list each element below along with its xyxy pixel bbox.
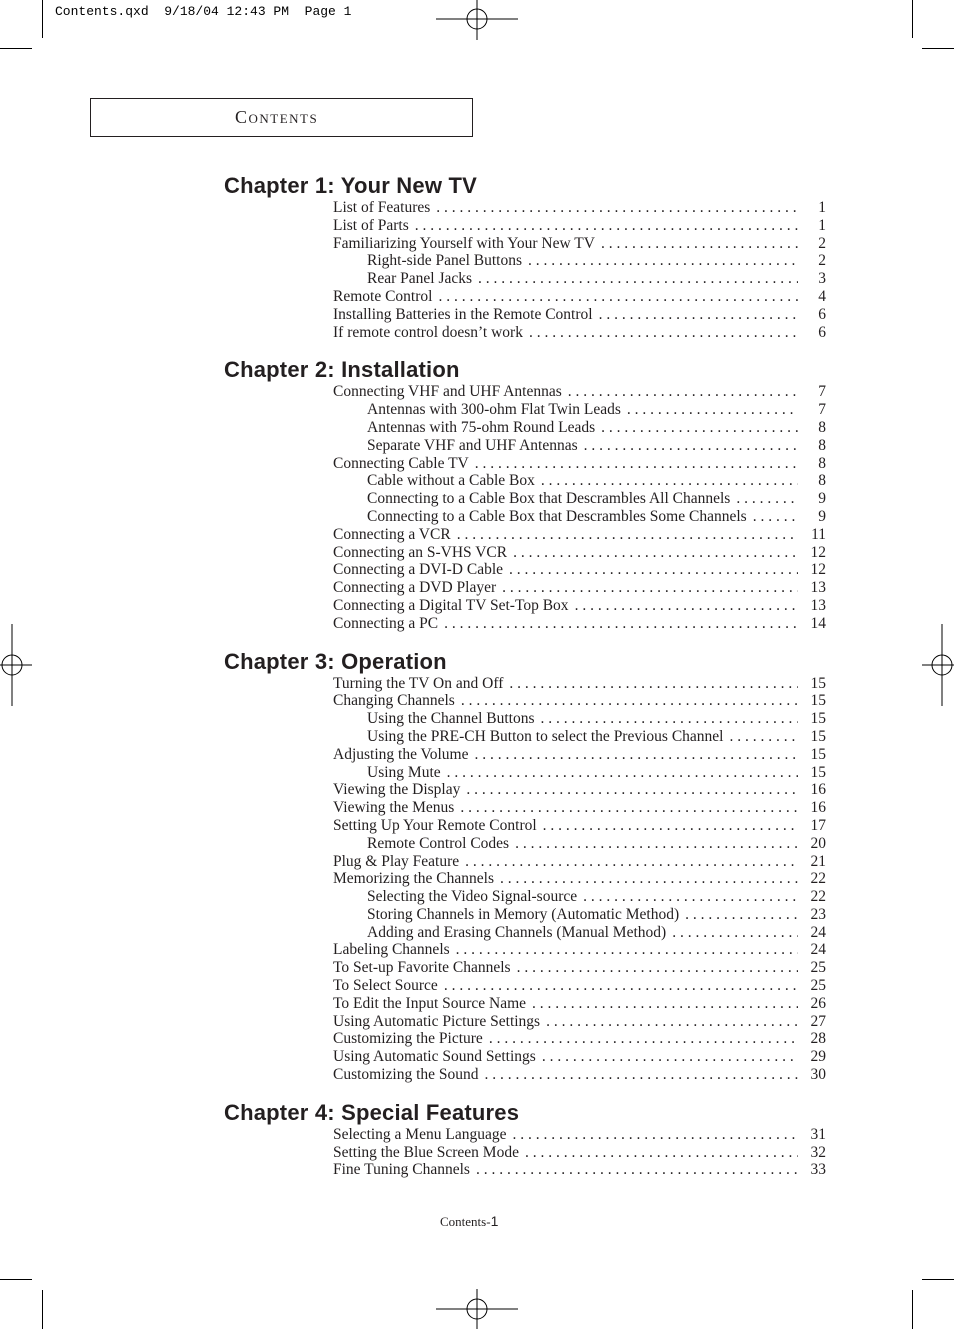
toc-subentry bbox=[224, 508, 826, 526]
dot-leader bbox=[540, 710, 798, 728]
toc-page-number: 25 bbox=[810, 959, 826, 977]
chapter-title: Chapter 3: Operation bbox=[224, 648, 447, 674]
dot-leader bbox=[415, 217, 798, 235]
toc-entry-title: Connecting to a Cable Box that Descrambles Some Channels bbox=[367, 507, 747, 525]
toc-entry-title: Changing Channels bbox=[333, 692, 455, 710]
toc-page-number: 24 bbox=[810, 923, 826, 941]
toc-entry-title: Turning the TV On and Off bbox=[333, 674, 504, 692]
dot-leader bbox=[456, 941, 798, 959]
toc-entry bbox=[224, 526, 826, 544]
toc-subentry bbox=[224, 419, 826, 437]
toc-page-number: 4 bbox=[818, 287, 826, 305]
dot-leader bbox=[627, 401, 798, 419]
toc-page-number: 29 bbox=[810, 1048, 826, 1066]
chapter-section bbox=[224, 1100, 826, 1179]
dot-leader bbox=[476, 1161, 798, 1179]
dot-leader bbox=[601, 419, 798, 437]
dot-leader bbox=[753, 508, 798, 526]
toc-entry-title: Separate VHF and UHF Antennas bbox=[367, 436, 578, 454]
toc-entry-title: Setting the Blue Screen Mode bbox=[333, 1143, 519, 1161]
dot-leader bbox=[685, 906, 798, 924]
toc-subentry bbox=[224, 270, 826, 288]
toc-page-number: 22 bbox=[810, 870, 826, 888]
toc-entry bbox=[224, 1030, 826, 1048]
dot-leader bbox=[465, 853, 798, 871]
toc-entry-title: Antennas with 300-ohm Flat Twin Leads bbox=[367, 401, 621, 419]
toc-entry-title: Installing Batteries in the Remote Control bbox=[333, 305, 593, 323]
toc-entry-title: To Edit the Input Source Name bbox=[333, 994, 527, 1012]
toc-entry bbox=[224, 941, 826, 959]
footer-label: Contents- bbox=[440, 1214, 491, 1229]
crop-mark-bottom-right-horizontal bbox=[922, 1279, 954, 1280]
toc-entry bbox=[224, 799, 826, 817]
dot-leader bbox=[509, 561, 798, 579]
toc-subentry bbox=[224, 401, 826, 419]
toc-entry-title: Customizing the Picture bbox=[333, 1030, 483, 1048]
toc-entry-title: Connecting Cable TV bbox=[333, 454, 469, 472]
dot-leader bbox=[489, 1030, 798, 1048]
chapter-title: Chapter 4: Special Features bbox=[224, 1099, 520, 1125]
toc-subentry bbox=[224, 888, 826, 906]
dot-leader bbox=[529, 324, 798, 342]
toc-entry-title: Selecting the Video Signal-source bbox=[367, 888, 578, 906]
dot-leader bbox=[475, 746, 799, 764]
toc-page-number: 27 bbox=[810, 1012, 826, 1030]
toc-entry-title: Setting Up Your Remote Control bbox=[333, 816, 537, 834]
toc-entry-title: Rear Panel Jacks bbox=[367, 270, 473, 288]
dot-leader bbox=[485, 1066, 798, 1084]
dot-leader bbox=[515, 835, 798, 853]
toc-entry bbox=[224, 579, 826, 597]
toc-entry bbox=[224, 1066, 826, 1084]
toc-entry bbox=[224, 817, 826, 835]
toc-entry bbox=[224, 746, 826, 764]
toc-page-number: 9 bbox=[818, 507, 826, 525]
crop-mark-top-right-vertical bbox=[912, 0, 913, 38]
toc-page-number: 8 bbox=[818, 454, 826, 472]
registration-mark-left-icon bbox=[0, 624, 32, 706]
dot-leader bbox=[444, 615, 798, 633]
toc-page-number: 6 bbox=[818, 305, 826, 323]
dot-leader bbox=[525, 1144, 798, 1162]
toc-entry-title: Viewing the Display bbox=[333, 781, 461, 799]
toc-page-number: 22 bbox=[810, 888, 826, 906]
toc-entry-title: Fine Tuning Channels bbox=[333, 1161, 470, 1179]
toc-entry-title: Connecting a VCR bbox=[333, 525, 451, 543]
toc-entry-title: Connecting VHF and UHF Antennas bbox=[333, 383, 562, 401]
toc-subentry bbox=[224, 472, 826, 490]
toc-subentry bbox=[224, 490, 826, 508]
dot-leader bbox=[460, 799, 798, 817]
toc-entry bbox=[224, 199, 826, 217]
dot-leader bbox=[542, 1048, 798, 1066]
toc-entry bbox=[224, 383, 826, 401]
crop-mark-bottom-left-horizontal bbox=[0, 1279, 32, 1280]
toc-subentry bbox=[224, 710, 826, 728]
toc-page-number: 11 bbox=[811, 525, 826, 543]
toc-entry bbox=[224, 1048, 826, 1066]
dot-leader bbox=[568, 383, 798, 401]
dot-leader bbox=[512, 1126, 798, 1144]
toc-entry bbox=[224, 781, 826, 799]
toc-page-number: 2 bbox=[818, 234, 826, 252]
toc-subentry bbox=[224, 924, 826, 942]
chapter-section bbox=[224, 649, 826, 1084]
dot-leader bbox=[466, 781, 798, 799]
toc-entry-title: Using Automatic Picture Settings bbox=[333, 1012, 541, 1030]
toc-entry-title: List of Parts bbox=[333, 216, 409, 234]
dot-leader bbox=[438, 288, 798, 306]
toc-entry bbox=[224, 1013, 826, 1031]
toc-page-number: 23 bbox=[810, 905, 826, 923]
registration-mark-top-icon bbox=[436, 0, 518, 40]
toc-entry-title: Memorizing the Channels bbox=[333, 870, 494, 888]
toc-entry bbox=[224, 324, 826, 342]
toc-entry-title: Using the PRE-CH Button to select the Previous Channel bbox=[367, 727, 724, 745]
dot-leader bbox=[513, 544, 798, 562]
toc-subentry bbox=[224, 252, 826, 270]
toc-entry-title: Selecting a Menu Language bbox=[333, 1125, 507, 1143]
toc-entry bbox=[224, 597, 826, 615]
toc-page-number: 15 bbox=[810, 745, 826, 763]
dot-leader bbox=[461, 692, 798, 710]
toc-page-number: 17 bbox=[810, 816, 826, 834]
chapter-section bbox=[224, 173, 826, 341]
dot-leader bbox=[601, 235, 798, 253]
registration-mark-right-icon bbox=[922, 624, 954, 706]
toc-page-number: 14 bbox=[810, 614, 826, 632]
toc-entry-title: Connecting a Digital TV Set-Top Box bbox=[333, 596, 569, 614]
toc-entry-title: Labeling Channels bbox=[333, 941, 450, 959]
toc-entry bbox=[224, 995, 826, 1013]
toc-entry-title: Using Mute bbox=[367, 763, 441, 781]
toc-entry-title: Customizing the Sound bbox=[333, 1066, 479, 1084]
crop-mark-top-left-vertical bbox=[42, 0, 43, 38]
toc-page-number: 15 bbox=[810, 763, 826, 781]
dot-leader bbox=[457, 526, 798, 544]
toc-page-number: 3 bbox=[818, 270, 826, 288]
toc-entry-title: Connecting to a Cable Box that Descrambles All Channels bbox=[367, 490, 731, 508]
toc-subentry bbox=[224, 835, 826, 853]
dot-leader bbox=[729, 728, 798, 746]
dot-leader bbox=[532, 995, 798, 1013]
toc-entry bbox=[224, 870, 826, 888]
toc-page-number: 12 bbox=[810, 543, 826, 561]
toc-page-number: 6 bbox=[818, 323, 826, 341]
toc-page-number: 26 bbox=[810, 994, 826, 1012]
toc-entry bbox=[224, 544, 826, 562]
toc-page-number: 16 bbox=[810, 781, 826, 799]
dot-leader bbox=[583, 888, 798, 906]
toc-entry-title: Antennas with 75-ohm Round Leads bbox=[367, 418, 596, 436]
dot-leader bbox=[546, 1013, 798, 1031]
dot-leader bbox=[509, 675, 798, 693]
toc-page-number: 31 bbox=[810, 1125, 826, 1143]
toc-page-number: 12 bbox=[810, 561, 826, 579]
toc-page-number: 15 bbox=[810, 674, 826, 692]
dot-leader bbox=[517, 959, 798, 977]
dot-leader bbox=[528, 252, 798, 270]
footer-page-number: 1 bbox=[490, 1213, 499, 1229]
toc-entry-title: Adjusting the Volume bbox=[333, 745, 469, 763]
chapter-section bbox=[224, 357, 826, 632]
toc-page-number: 7 bbox=[818, 383, 826, 401]
toc-entry-title: Using Automatic Sound Settings bbox=[333, 1048, 536, 1066]
dot-leader bbox=[478, 270, 798, 288]
registration-mark-bottom-icon bbox=[436, 1289, 518, 1329]
page-footer bbox=[440, 1213, 498, 1230]
toc-page-number: 15 bbox=[810, 692, 826, 710]
toc-entry-title: Adding and Erasing Channels (Manual Method) bbox=[367, 923, 667, 941]
toc-entry bbox=[224, 1161, 826, 1179]
toc-entry bbox=[224, 853, 826, 871]
toc-entry bbox=[224, 615, 826, 633]
toc-page-number: 8 bbox=[818, 472, 826, 490]
toc-entry bbox=[224, 306, 826, 324]
toc-entry bbox=[224, 977, 826, 995]
dot-leader bbox=[672, 924, 798, 942]
toc-entry-title: Familiarizing Yourself with Your New TV bbox=[333, 234, 595, 252]
toc-entry-title: Right-side Panel Buttons bbox=[367, 252, 522, 270]
toc-page-number: 21 bbox=[810, 852, 826, 870]
toc-page-number: 32 bbox=[810, 1143, 826, 1161]
dot-leader bbox=[500, 870, 798, 888]
table-of-contents bbox=[224, 173, 826, 1195]
toc-subentry bbox=[224, 437, 826, 455]
toc-subentry bbox=[224, 764, 826, 782]
toc-page-number: 7 bbox=[818, 401, 826, 419]
toc-entry bbox=[224, 1126, 826, 1144]
toc-entry bbox=[224, 692, 826, 710]
dot-leader bbox=[475, 455, 798, 473]
toc-page-number: 1 bbox=[818, 199, 826, 216]
toc-page-number: 8 bbox=[818, 418, 826, 436]
toc-entry bbox=[224, 561, 826, 579]
toc-page-number: 13 bbox=[810, 579, 826, 597]
toc-entry bbox=[224, 959, 826, 977]
toc-entry-title: List of Features bbox=[333, 199, 431, 216]
toc-entry bbox=[224, 1144, 826, 1162]
toc-entry-title: Using the Channel Buttons bbox=[367, 710, 535, 728]
toc-entry-title: Remote Control Codes bbox=[367, 834, 510, 852]
dot-leader bbox=[541, 472, 798, 490]
toc-page-number: 28 bbox=[810, 1030, 826, 1048]
dot-leader bbox=[599, 306, 798, 324]
toc-entry-title: Connecting a PC bbox=[333, 614, 439, 632]
dot-leader bbox=[736, 490, 798, 508]
toc-entry-title: Storing Channels in Memory (Automatic Method) bbox=[367, 905, 680, 923]
dot-leader bbox=[575, 597, 798, 615]
crop-mark-bottom-right-vertical bbox=[912, 1290, 913, 1329]
toc-subentry bbox=[224, 906, 826, 924]
crop-mark-top-left-horizontal bbox=[0, 48, 32, 49]
toc-entry bbox=[224, 235, 826, 253]
toc-page-number: 30 bbox=[810, 1066, 826, 1084]
section-header-label: Contents bbox=[235, 107, 319, 127]
toc-entry-title: Cable without a Cable Box bbox=[367, 472, 535, 490]
toc-page-number: 8 bbox=[818, 436, 826, 454]
toc-entry bbox=[224, 288, 826, 306]
toc-entry-title: Connecting a DVD Player bbox=[333, 579, 497, 597]
toc-page-number: 2 bbox=[818, 252, 826, 270]
chapter-title: Chapter 2: Installation bbox=[224, 357, 460, 383]
toc-page-number: 9 bbox=[818, 490, 826, 508]
toc-page-number: 1 bbox=[818, 216, 826, 234]
toc-page-number: 13 bbox=[810, 596, 826, 614]
dot-leader bbox=[444, 977, 798, 995]
dot-leader bbox=[436, 199, 798, 217]
toc-entry bbox=[224, 217, 826, 235]
toc-page-number: 15 bbox=[810, 710, 826, 728]
dot-leader bbox=[543, 817, 798, 835]
toc-entry-title: To Select Source bbox=[333, 977, 438, 995]
toc-entry-title: Plug & Play Feature bbox=[333, 852, 460, 870]
section-header-box bbox=[90, 98, 473, 137]
toc-page-number: 15 bbox=[810, 727, 826, 745]
toc-entry bbox=[224, 455, 826, 473]
toc-entry-title: Connecting a DVI-D Cable bbox=[333, 561, 504, 579]
toc-page-number: 20 bbox=[810, 834, 826, 852]
dot-leader bbox=[502, 579, 798, 597]
toc-page-number: 24 bbox=[810, 941, 826, 959]
crop-mark-top-right-horizontal bbox=[922, 48, 954, 49]
toc-entry-title: If remote control doesn’t work bbox=[333, 323, 523, 341]
toc-page-number: 33 bbox=[810, 1161, 826, 1179]
crop-mark-bottom-left-vertical bbox=[42, 1290, 43, 1329]
toc-subentry bbox=[224, 728, 826, 746]
dot-leader bbox=[584, 437, 798, 455]
toc-entry-title: Remote Control bbox=[333, 287, 433, 305]
toc-page-number: 16 bbox=[810, 799, 826, 817]
toc-entry bbox=[224, 675, 826, 693]
chapter-title: Chapter 1: Your New TV bbox=[224, 173, 477, 198]
toc-entry-title: To Set-up Favorite Channels bbox=[333, 959, 511, 977]
toc-entry-title: Connecting an S-VHS VCR bbox=[333, 543, 508, 561]
dot-leader bbox=[447, 764, 798, 782]
toc-entry-title: Viewing the Menus bbox=[333, 799, 455, 817]
toc-page-number: 25 bbox=[810, 977, 826, 995]
print-slug: Contents.qxd 9/18/04 12:43 PM Page 1 bbox=[55, 4, 352, 19]
